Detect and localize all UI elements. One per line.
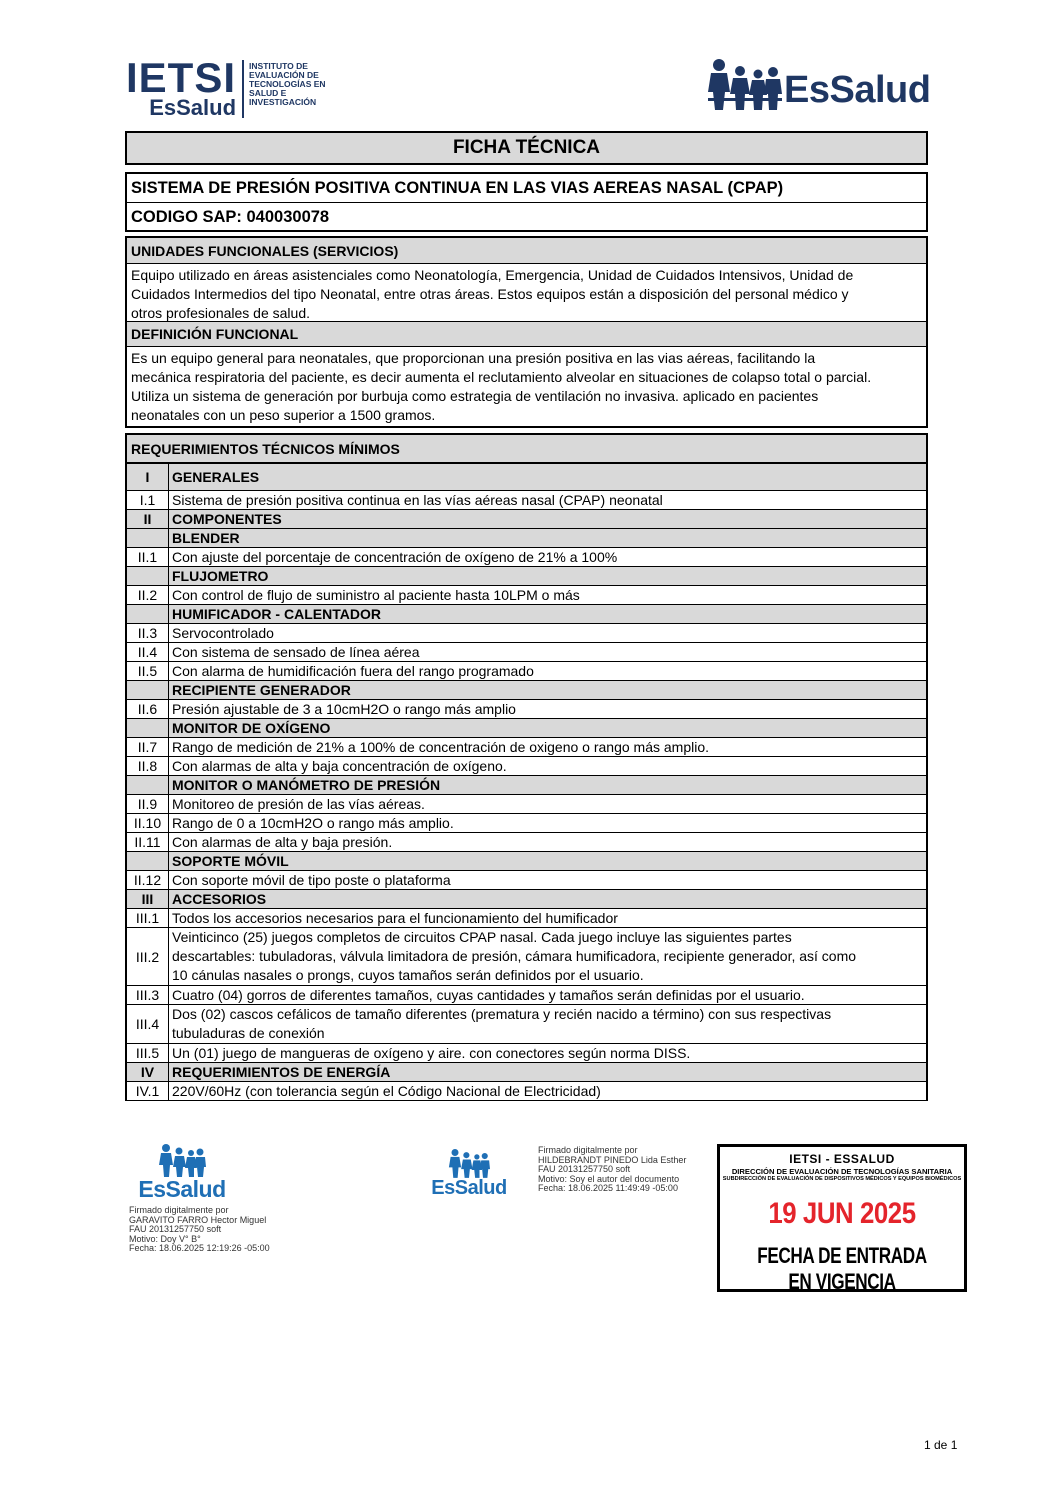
essalud-logo bbox=[706, 58, 930, 110]
requirement-text: Con ajuste del porcentaje de concentración de oxígeno de 21% a 100% bbox=[169, 548, 927, 567]
requirement-text-line: 10 cánulas nasales o prongs, cuyos tamaños serán definidos por el usuario. bbox=[172, 967, 644, 983]
requirement-id bbox=[127, 776, 169, 795]
requirement-text: Servocontrolado bbox=[169, 624, 927, 643]
requirement-text: Con soporte móvil de tipo poste o plataforma bbox=[169, 871, 927, 890]
requirement-text-line: Dos (02) cascos cefálicos de tamaño diferentes (prematura y recién nacido a término) con sus respectivas bbox=[172, 1006, 832, 1022]
ietsi-wordmark bbox=[126, 54, 237, 120]
requirement-id: II.9 bbox=[127, 795, 169, 814]
requirements-heading: REQUERIMIENTOS TÉCNICOS MÍNIMOS bbox=[127, 435, 926, 463]
requirement-text: Con alarma de humidificación fuera del rango programado bbox=[169, 662, 927, 681]
requirement-text bbox=[169, 1005, 927, 1044]
requirement-id: III.1 bbox=[127, 909, 169, 928]
requirement-row bbox=[127, 757, 926, 776]
requirement-text-line: descartables: tubuladoras, válvula limitadora de presión, cámara humificadora, recipiente generador, así como bbox=[172, 948, 857, 964]
requirement-text: Rango de 0 a 10cmH2O o rango más amplio. bbox=[169, 814, 927, 833]
requirement-text-line: Veinticinco (25) juegos completos de circuitos CPAP nasal. Cada juego incluye las siguientes partes bbox=[172, 929, 792, 945]
signature-line: Fecha: 18.06.2025 11:49:49 -05:00 bbox=[538, 1183, 678, 1193]
requirement-id: II.10 bbox=[127, 814, 169, 833]
requirement-row bbox=[127, 624, 926, 643]
essalud-mini-wordmark: EsSalud bbox=[431, 1177, 507, 1199]
family-figures-icon bbox=[706, 58, 782, 110]
document-title: FICHA TÉCNICA bbox=[125, 131, 928, 165]
requirement-id: II.5 bbox=[127, 662, 169, 681]
requirements-section bbox=[125, 433, 928, 1101]
requirement-text: Todos los accesorios necesarios para el funcionamiento del humificador bbox=[169, 909, 927, 928]
units-heading: UNIDADES FUNCIONALES (SERVICIOS) bbox=[127, 238, 926, 264]
requirements-table bbox=[127, 463, 926, 1101]
requirement-id: IV bbox=[127, 1063, 169, 1082]
requirement-group-title: RECIPIENTE GENERADOR bbox=[169, 681, 927, 700]
requirement-id bbox=[127, 719, 169, 738]
ietsi-text-line: INVESTIGACIÓN bbox=[249, 97, 317, 107]
essalud-mini-logo bbox=[428, 1148, 510, 1199]
signature-line: Fecha: 18.06.2025 12:19:26 -05:00 bbox=[129, 1243, 270, 1253]
requirement-row bbox=[127, 795, 926, 814]
family-figures-icon bbox=[448, 1148, 490, 1178]
ietsi-logo-small: EsSalud bbox=[149, 95, 237, 120]
requirement-text: Con control de flujo de suministro al paciente hasta 10LPM o más bbox=[169, 586, 927, 605]
requirement-id: II.4 bbox=[127, 643, 169, 662]
digital-signature-2 bbox=[428, 1146, 686, 1199]
requirement-row bbox=[127, 890, 926, 909]
ietsi-text-line: TECNOLOGÍAS EN bbox=[249, 79, 326, 89]
stamp-org: IETSI - ESSALUD bbox=[789, 1152, 895, 1166]
requirement-group-title: REQUERIMIENTOS DE ENERGÍA bbox=[169, 1063, 927, 1082]
requirement-row bbox=[127, 510, 926, 529]
requirement-row bbox=[127, 833, 926, 852]
requirement-row bbox=[127, 986, 926, 1005]
signature-line: Motivo: Soy el autor del documento bbox=[538, 1173, 680, 1184]
requirement-text: Un (01) juego de mangueras de oxígeno y aire. con conectores según norma DISS. bbox=[169, 1044, 927, 1063]
digital-signature-1 bbox=[129, 1143, 270, 1254]
essalud-wordmark: EsSalud bbox=[784, 69, 931, 111]
ietsi-text-line: INSTITUTO DE bbox=[249, 61, 308, 71]
signature-line: Motivo: Doy V° B° bbox=[129, 1233, 201, 1244]
requirement-id: II.2 bbox=[127, 586, 169, 605]
units-line: Cuidados Intermedios del tipo Neonatal, entre otras áreas. Estos equipos están a disposición del personal médico y bbox=[131, 286, 849, 302]
requirement-row bbox=[127, 738, 926, 757]
requirement-id bbox=[127, 852, 169, 871]
stamp-caption: FECHA DE ENTRADA EN VIGENCIA bbox=[757, 1243, 927, 1294]
requirement-id: II.3 bbox=[127, 624, 169, 643]
requirement-id bbox=[127, 605, 169, 624]
product-name: SISTEMA DE PRESIÓN POSITIVA CONTINUA EN LAS VIAS AEREAS NASAL (CPAP) bbox=[131, 178, 784, 197]
requirement-id: III bbox=[127, 890, 169, 909]
definition-section bbox=[125, 321, 928, 428]
requirement-row bbox=[127, 1082, 926, 1101]
stamp-direction: DIRECCIÓN DE EVALUACIÓN DE TECNOLOGÍAS SANITARIA bbox=[731, 1167, 953, 1176]
requirement-id: II.12 bbox=[127, 871, 169, 890]
ietsi-logo bbox=[126, 54, 331, 120]
sap-code: CODIGO SAP: 040030078 bbox=[127, 202, 926, 231]
requirement-group-title: SOPORTE MÓVIL bbox=[169, 852, 927, 871]
requirement-id: IV.1 bbox=[127, 1082, 169, 1101]
requirement-id: II.8 bbox=[127, 757, 169, 776]
product-header bbox=[125, 172, 928, 232]
stamp-date: 19 JUN 2025 bbox=[768, 1197, 916, 1230]
requirement-text: Presión ajustable de 3 a 10cmH2O o rango más amplio bbox=[169, 700, 927, 719]
essalud-mini-logo bbox=[129, 1143, 235, 1201]
requirement-row bbox=[127, 1063, 926, 1082]
definition-line: Es un equipo general para neonatales, que proporcionan una presión positiva en las vias aéreas, facilitando la bbox=[131, 350, 816, 366]
requirement-row bbox=[127, 586, 926, 605]
signature-line: Firmado digitalmente por bbox=[538, 1145, 638, 1155]
requirement-group-title: COMPONENTES bbox=[169, 510, 927, 529]
requirement-row bbox=[127, 776, 926, 795]
requirement-row bbox=[127, 852, 926, 871]
requirement-id: II.7 bbox=[127, 738, 169, 757]
signature-line: Firmado digitalmente por bbox=[129, 1205, 229, 1215]
requirement-text bbox=[169, 928, 927, 986]
ietsi-logo-big: IETSI bbox=[126, 54, 237, 101]
requirement-row bbox=[127, 548, 926, 567]
essalud-mini-wordmark: EsSalud bbox=[138, 1176, 226, 1202]
requirement-id: II.1 bbox=[127, 548, 169, 567]
requirement-text: Monitoreo de presión de las vías aéreas. bbox=[169, 795, 927, 814]
requirement-id: III.2 bbox=[127, 928, 169, 986]
requirement-text: Con sistema de sensado de línea aérea bbox=[169, 643, 927, 662]
stamp-subdirection: SUBDIRECCIÓN DE EVALUACIÓN DE DISPOSITIVOS MÉDICOS Y EQUIPOS BIOMÉDICOS bbox=[722, 1176, 962, 1182]
logo-divider bbox=[242, 60, 244, 118]
ietsi-text-line: SALUD E bbox=[249, 88, 287, 98]
requirement-id bbox=[127, 681, 169, 700]
units-body bbox=[127, 264, 926, 324]
requirement-text: 220V/60Hz (con tolerancia según el Código Nacional de Electricidad) bbox=[169, 1082, 927, 1101]
requirement-id: III.5 bbox=[127, 1044, 169, 1063]
signature-line: HILDEBRANDT PINEDO Lida Esther bbox=[538, 1154, 687, 1165]
definition-line: mecánica respiratoria del paciente, es decir aumenta el reclutamiento alveolar en situaciones de colapso total o parcial. bbox=[131, 369, 872, 385]
requirement-row bbox=[127, 1005, 926, 1044]
requirement-text: Con alarmas de alta y baja presión. bbox=[169, 833, 927, 852]
units-line: Equipo utilizado en áreas asistenciales como Neonatología, Emergencia, Unidad de Cuidados Intensivos, Unidad de bbox=[131, 267, 854, 283]
validity-stamp bbox=[717, 1144, 967, 1292]
signature-line: GARAVITO FARRO Hector Miguel bbox=[129, 1214, 267, 1225]
requirement-row bbox=[127, 605, 926, 624]
requirement-row bbox=[127, 928, 926, 986]
definition-body bbox=[127, 347, 926, 426]
definition-line: neonatales con un peso superior a 1500 gramos. bbox=[131, 407, 436, 423]
requirement-id: I.1 bbox=[127, 491, 169, 510]
ietsi-text-line: EVALUACIÓN DE bbox=[249, 70, 319, 80]
requirement-id: II.6 bbox=[127, 700, 169, 719]
requirement-id: I bbox=[127, 464, 169, 491]
requirement-id: II bbox=[127, 510, 169, 529]
definition-line: Utiliza un sistema de generación por burbuja como estrategia de ventilación no invasiva. aplicado en pacientes bbox=[131, 388, 819, 404]
page-number: 1 de 1 bbox=[924, 1438, 958, 1452]
requirement-text: Cuatro (04) gorros de diferentes tamaños, cuyas cantidades y tamaños serán definidas por el usuario. bbox=[169, 986, 927, 1005]
requirement-id: II.11 bbox=[127, 833, 169, 852]
requirement-text: Rango de medición de 21% a 100% de concentración de oxigeno o rango más amplio. bbox=[169, 738, 927, 757]
requirement-row bbox=[127, 529, 926, 548]
requirement-text: Con alarmas de alta y baja concentración de oxígeno. bbox=[169, 757, 927, 776]
requirement-text: Sistema de presión positiva continua en las vías aéreas nasal (CPAP) neonatal bbox=[169, 491, 927, 510]
requirement-id bbox=[127, 567, 169, 586]
requirement-row bbox=[127, 871, 926, 890]
requirement-row bbox=[127, 681, 926, 700]
requirement-row bbox=[127, 814, 926, 833]
requirement-row bbox=[127, 909, 926, 928]
family-figures-icon bbox=[158, 1143, 206, 1177]
requirement-row bbox=[127, 662, 926, 681]
requirement-group-title: FLUJOMETRO bbox=[169, 567, 927, 586]
requirement-row bbox=[127, 567, 926, 586]
units-line: otros profesionales de salud. bbox=[131, 305, 310, 321]
requirement-row bbox=[127, 464, 926, 491]
requirement-id: III.3 bbox=[127, 986, 169, 1005]
requirement-row bbox=[127, 643, 926, 662]
ietsi-logo-text bbox=[249, 60, 331, 107]
requirement-group-title: MONITOR O MANÓMETRO DE PRESIÓN bbox=[169, 776, 927, 795]
requirement-group-title: GENERALES bbox=[169, 464, 927, 491]
requirement-row bbox=[127, 491, 926, 510]
requirement-row bbox=[127, 1044, 926, 1063]
requirement-group-title: BLENDER bbox=[169, 529, 927, 548]
units-section bbox=[125, 236, 928, 323]
signature-line: FAU 20131257750 soft bbox=[129, 1224, 222, 1234]
requirement-group-title: MONITOR DE OXÍGENO bbox=[169, 719, 927, 738]
requirement-text-line: tubuladuras de conexión bbox=[172, 1025, 325, 1041]
requirement-id bbox=[127, 529, 169, 548]
requirement-row bbox=[127, 719, 926, 738]
requirement-row bbox=[127, 700, 926, 719]
definition-heading: DEFINICIÓN FUNCIONAL bbox=[127, 321, 926, 347]
requirement-id: III.4 bbox=[127, 1005, 169, 1044]
signature-line: FAU 20131257750 soft bbox=[538, 1164, 631, 1174]
requirement-group-title: ACCESORIOS bbox=[169, 890, 927, 909]
requirement-group-title: HUMIFICADOR - CALENTADOR bbox=[169, 605, 927, 624]
